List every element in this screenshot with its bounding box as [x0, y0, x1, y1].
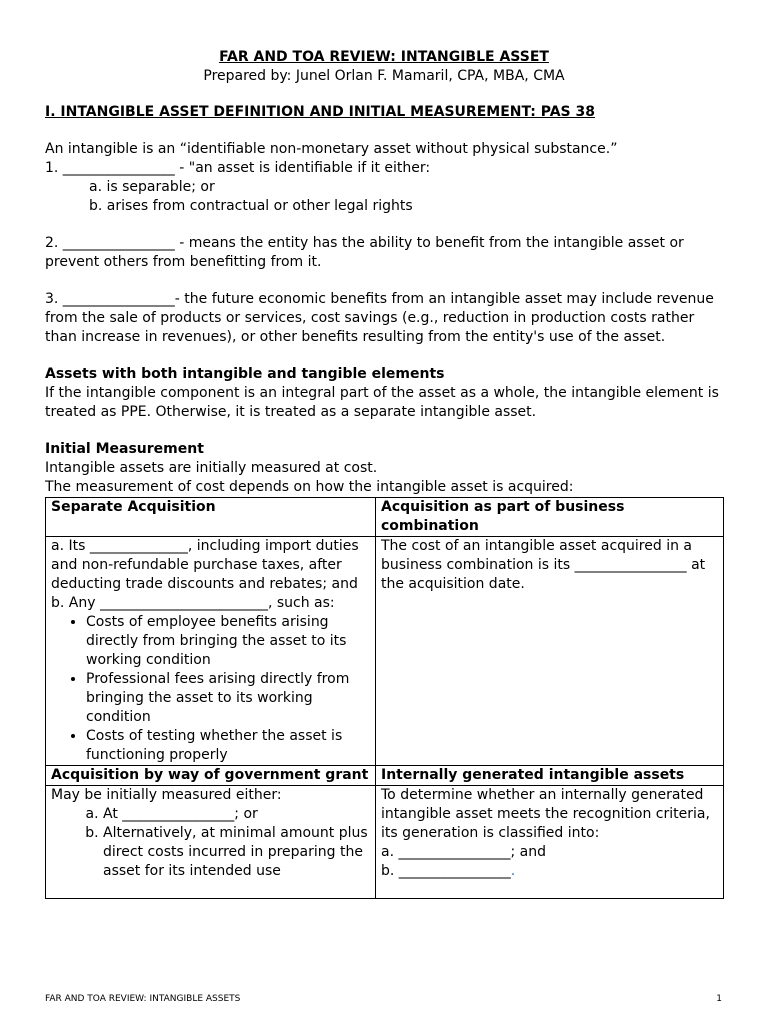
header-business-combination: Acquisition as part of business combination [376, 498, 724, 537]
initial-line-1: Intangible assets are initially measured at cost. [45, 460, 378, 476]
document-page [45, 48, 723, 899]
list-item: • Costs of testing whether the asset is functioning properly [86, 727, 370, 765]
mixed-assets-text: If the intangible component is an integral part of the asset as a whole, the intangible element is treated as PPE. Otherwise, it is treated as a separate intangible asset. [45, 385, 719, 420]
item-1: 1. ________________ - "an asset is identifiable if it either: [45, 160, 431, 176]
header-government-grant: Acquisition by way of government grant [46, 766, 376, 786]
page-footer: FAR AND TOA REVIEW: INTANGIBLE ASSETS [45, 994, 241, 1004]
separate-item-b: b. Any ________________________, such as: [51, 595, 335, 611]
cell-internally-generated [376, 786, 724, 899]
separate-item-a: a. Its ______________, including import duties and non-refundable purchase taxes, after deducting trade discounts and rebates; and [51, 538, 359, 592]
cost-table [45, 497, 724, 899]
list-item: • Professional fees arising directly from bringing the asset to its working condition [86, 670, 370, 727]
business-combination-text: The cost of an intangible asset acquired in a business combination is its ________________ at the acquisition date. [381, 538, 706, 592]
internal-item-b-text: b. ________________ [381, 863, 511, 879]
definition-text: An intangible is an “identifiable non-monetary asset without physical substance.” [45, 141, 618, 157]
grant-options [51, 805, 370, 881]
separate-bullets [51, 613, 370, 765]
section-heading: I. INTANGIBLE ASSET DEFINITION AND INITIAL MEASUREMENT: PAS 38 [45, 104, 595, 120]
internal-item-b [381, 862, 718, 881]
initial-line-2: The measurement of cost depends on how the intangible asset is acquired: [45, 479, 574, 495]
item-1a: a. is separable; or [89, 179, 215, 195]
list-item: a. At ________________; or [103, 805, 370, 824]
list-item: b. Alternatively, at minimal amount plus direct costs incurred in preparing the asset for its intended use [103, 824, 370, 881]
prepared-by: Prepared by: Junel Orlan F. Mamaril, CPA, MBA, CMA [203, 68, 565, 84]
header-separate-acquisition: Separate Acquisition [46, 498, 376, 537]
mixed-assets-heading: Assets with both intangible and tangible elements [45, 366, 445, 382]
item-1b: b. arises from contractual or other legal rights [89, 198, 413, 214]
item-2: 2. ________________ - means the entity has the ability to benefit from the intangible asset or prevent others from benefitting from it. [45, 235, 684, 270]
list-item: • Costs of employee benefits arising directly from bringing the asset to its working condition [86, 613, 370, 670]
internal-intro: To determine whether an internally generated intangible asset meets the recognition criteria, its generation is classified into: [381, 787, 710, 841]
cell-business-combination [376, 537, 724, 766]
page-number: 1 [716, 994, 722, 1004]
grant-intro: May be initially measured either: [51, 787, 282, 803]
item-3: 3. ________________- the future economic benefits from an intangible asset may include revenue from the sale of products or services, cost savings (e.g., reduction in production costs rather than increase in revenues), or other benefits resulting from the entity's use of the asset. [45, 291, 714, 345]
internal-item-a: a. ________________; and [381, 844, 546, 860]
header-internally-generated: Internally generated intangible assets [376, 766, 724, 786]
cell-government-grant [46, 786, 376, 899]
cell-separate-acquisition [46, 537, 376, 766]
internal-item-b-dot: . [510, 863, 516, 879]
initial-measurement-heading: Initial Measurement [45, 441, 204, 457]
document-title: FAR AND TOA REVIEW: INTANGIBLE ASSET [219, 49, 549, 65]
